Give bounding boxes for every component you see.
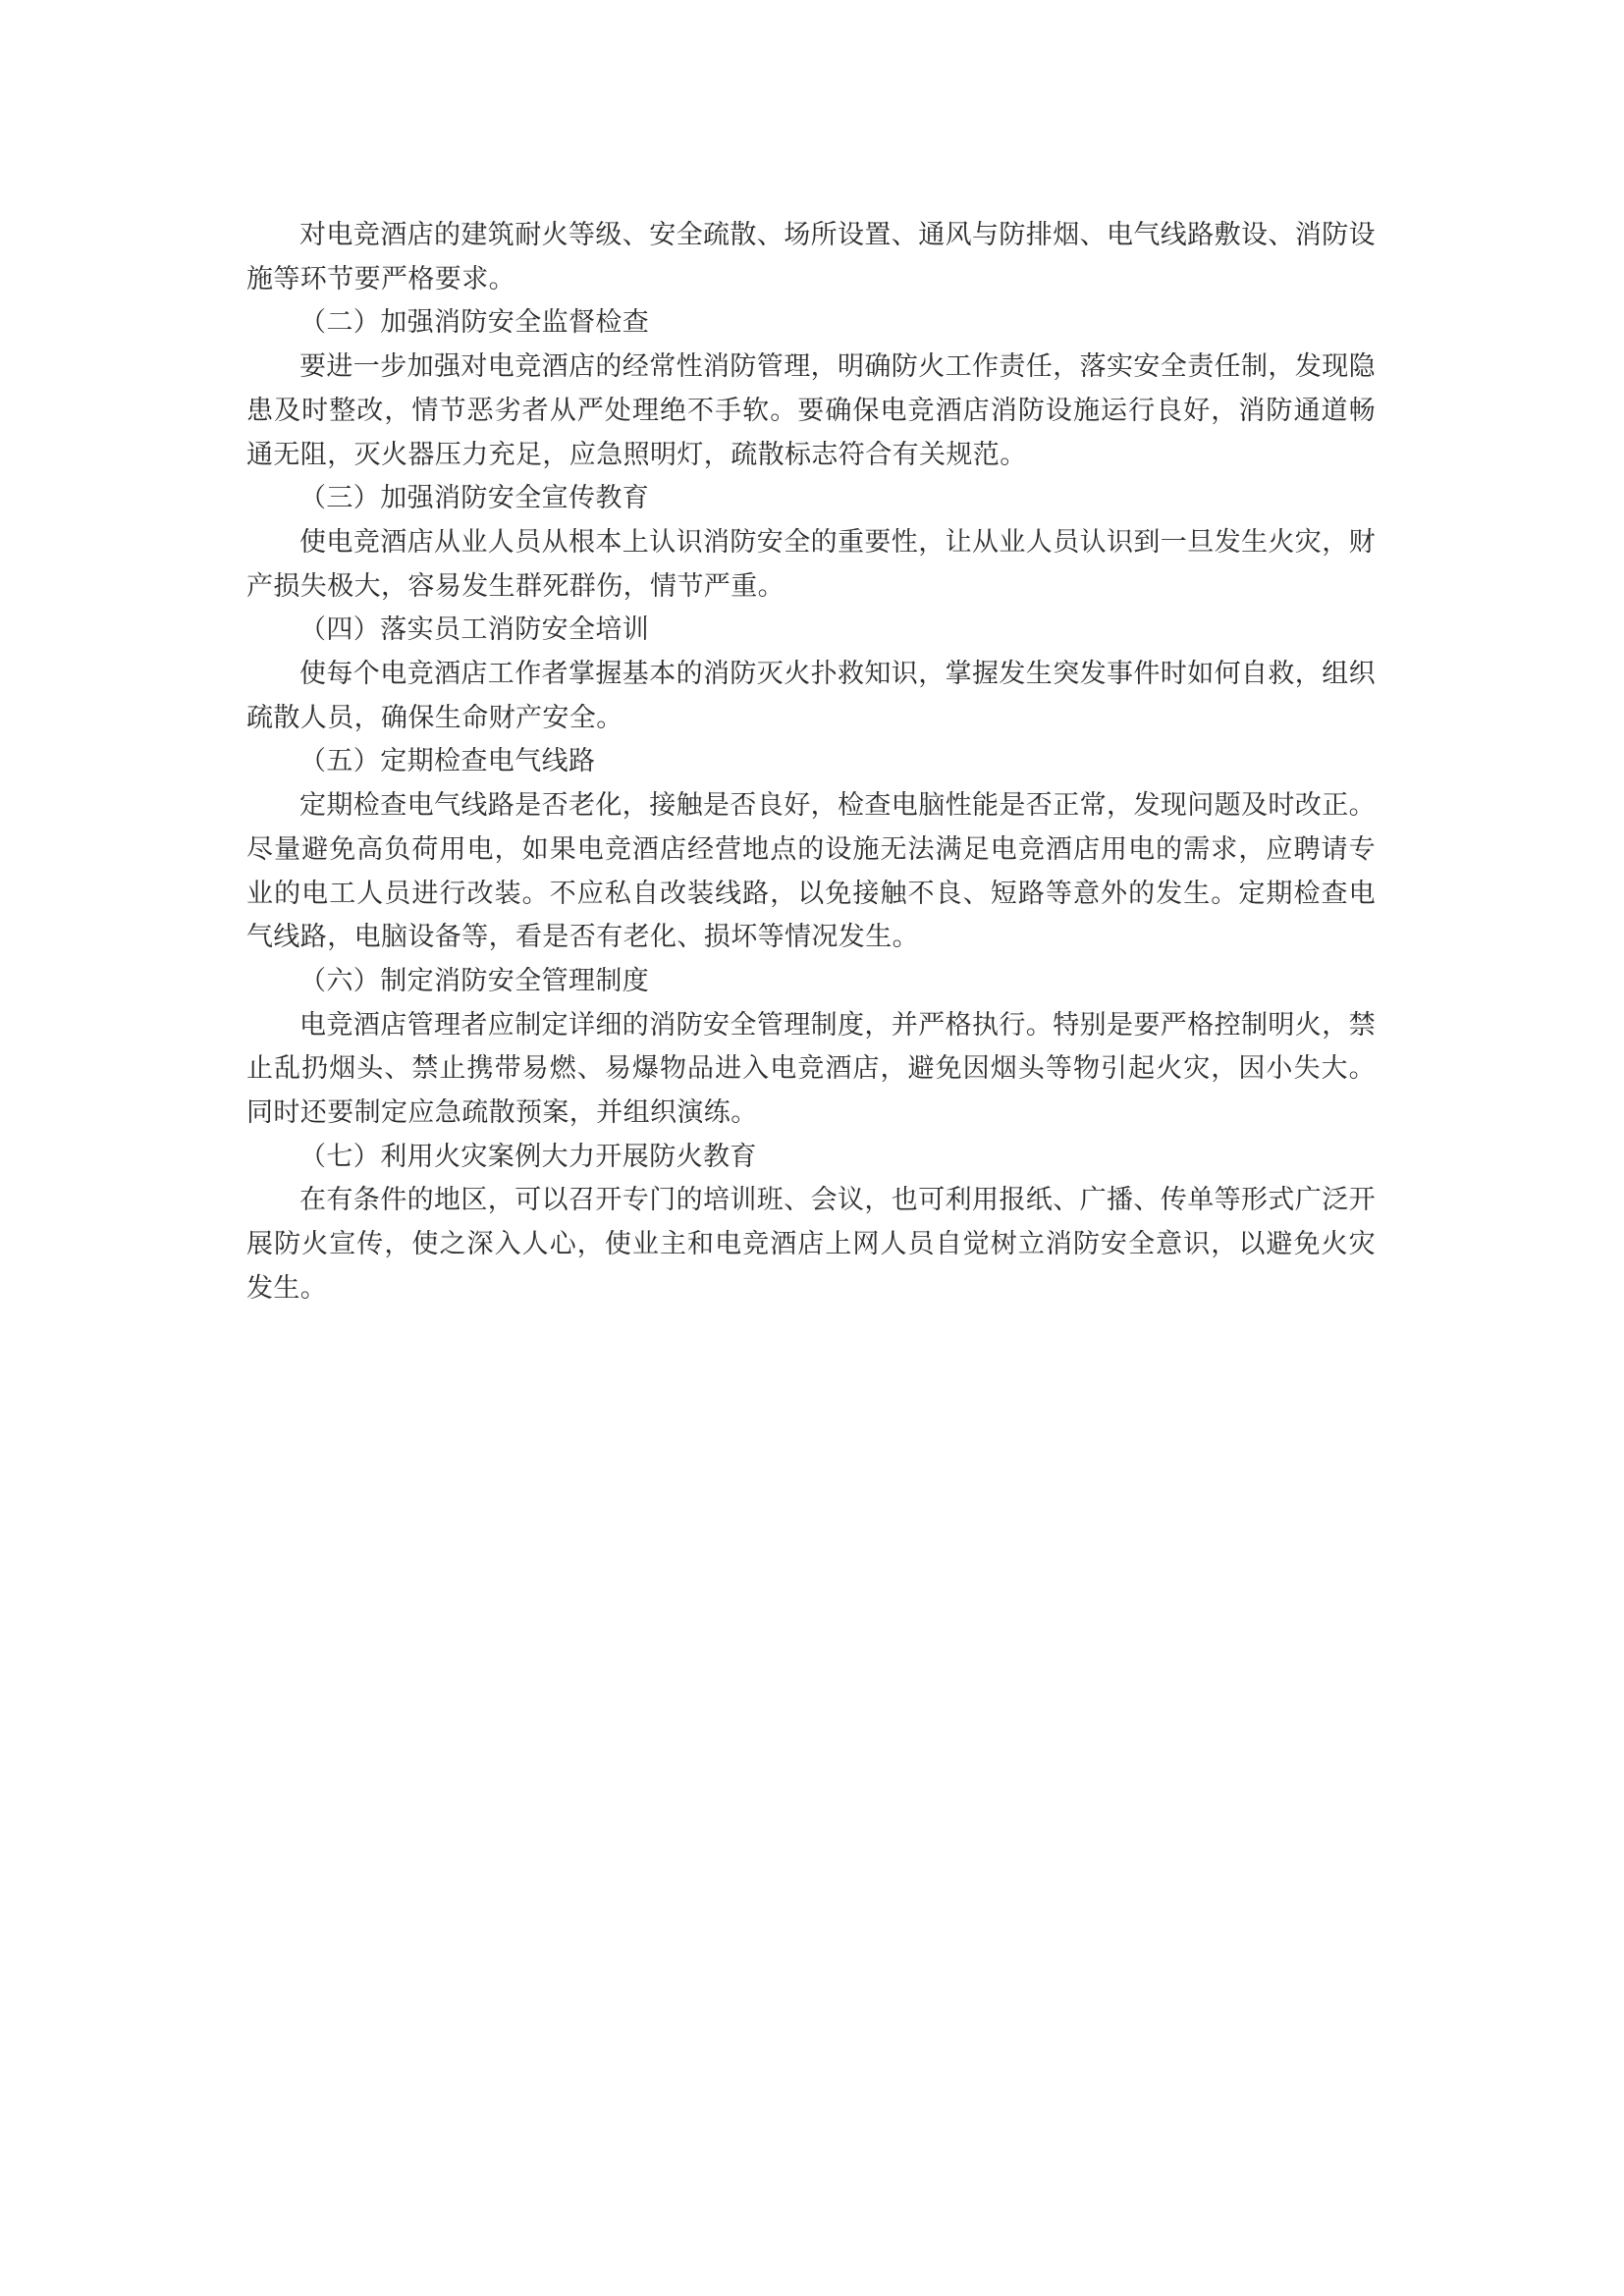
paragraph-education: 在有条件的地区，可以召开专门的培训班、会议，也可利用报纸、广播、传单等形式广泛开展防火宣传，使之深入人心，使业主和电竞酒店上网人员自觉树立消防安全意识，以避免火灾发生。 xyxy=(246,1185,1376,1304)
section-heading-publicity: （三）加强消防安全宣传教育 xyxy=(299,483,650,514)
section-heading-supervision: （二）加强消防安全监督检查 xyxy=(299,307,650,339)
paragraph-electrical: 定期检查电气线路是否老化，接触是否良好，检查电脑性能是否正常，发现问题及时改正。尽量避免高负荷用电，如果电竞酒店经营地点的设施无法满足电竞酒店用电的需求，应聘请专业的电工人员进行改装。不应私自改装线路，以免接触不良、短路等意外的发生。定期检查电气线路，电脑设备等，看是否有老化、损坏等情况发生。 xyxy=(246,790,1376,953)
paragraph-publicity: 使电竞酒店从业人员从根本上认识消防安全的重要性，让从业人员认识到一旦发生火灾，财产损失极大，容易发生群死群伤，情节严重。 xyxy=(246,526,1376,602)
section-heading-management: （六）制定消防安全管理制度 xyxy=(299,965,650,996)
document-body xyxy=(246,214,1376,1311)
paragraph-training: 使每个电竞酒店工作者掌握基本的消防灭火扑救知识，掌握发生突发事件时如何自救，组织疏散人员，确保生命财产安全。 xyxy=(246,659,1376,733)
section-heading-training: （四）落实员工消防安全培训 xyxy=(299,614,650,646)
paragraph-building-requirements: 对电竞酒店的建筑耐火等级、安全疏散、场所设置、通风与防排烟、电气线路敷设、消防设施等环节要严格要求。 xyxy=(246,220,1376,294)
section-heading-education: （七）利用火灾案例大力开展防火教育 xyxy=(299,1141,757,1172)
paragraph-supervision: 要进一步加强对电竞酒店的经常性消防管理，明确防火工作责任，落实安全责任制，发现隐患及时整改，情节恶劣者从严处理绝不手软。要确保电竞酒店消防设施运行良好，消防通道畅通无阻，灭火器压力充足，应急照明灯，疏散标志符合有关规范。 xyxy=(246,351,1376,470)
paragraph-management: 电竞酒店管理者应制定详细的消防安全管理制度，并严格执行。特别是要严格控制明火，禁止乱扔烟头、禁止携带易燃、易爆物品进入电竞酒店，避免因烟头等物引起火灾，因小失大。同时还要制定应急疏散预案，并组织演练。 xyxy=(246,1009,1376,1129)
section-heading-electrical: （五）定期检查电气线路 xyxy=(299,746,596,777)
